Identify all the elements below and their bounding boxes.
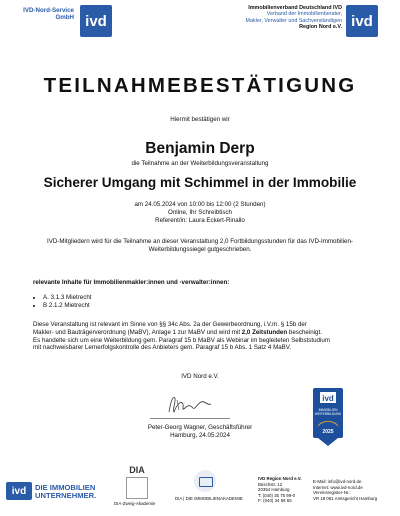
- legal-line2-hours: 2,0 Zeitstunden: [241, 328, 288, 336]
- footer-address: [258, 476, 302, 504]
- contact-line: VR 18 081 Amtsgericht Hamburg: [313, 495, 378, 501]
- signature-image: [165, 390, 215, 418]
- org-left-line2: GmbH: [55, 14, 74, 22]
- brand-line1: DIE IMMOBILIEN: [35, 483, 96, 492]
- legal-line2-pre: Makler- und Bauträgerverordnung (MaBV), Anlage 1 zur MaBV und wird mit: [33, 328, 242, 336]
- address-line: IVD Region Nord e.V.: [258, 476, 302, 481]
- speaker-line: Referent/in: Laura Eckert-Rinallo: [155, 217, 245, 224]
- org-right-line1: Immobilienverband Deutschland IVD: [248, 5, 342, 11]
- address-line: F: (040) 34 56 55: [258, 498, 292, 504]
- org-name: IVD Nord e.V.: [181, 373, 219, 380]
- participation-text: die Teilnahme an der Weiterbildungsveranstaltung: [131, 160, 269, 167]
- badge-year: 2025: [322, 429, 334, 435]
- course-title: Sicherer Umgang mit Schimmel in der Immobilie: [43, 175, 357, 190]
- confirm-text: Hiermit bestätigen wir: [170, 116, 230, 123]
- relevant-item: • A. 3.1.3 Mietrecht: [43, 294, 369, 302]
- org-right-line3: Makler, Verwalter und Sachverständigen: [245, 17, 342, 24]
- ivd-credit-line1: IVD-Mitgliedern wird für die Teilnahme an dieser Veranstaltung 2,0 Fortbildungsstunden für das IVD-Immobilien-: [47, 238, 353, 245]
- weiterbildung-seal-badge: [312, 388, 344, 448]
- dia-label: DIA: [129, 465, 145, 475]
- legal-line2: [33, 329, 369, 337]
- badge-line3: WEITERBILDUNG: [314, 412, 342, 416]
- dia2-caption: DIA | DIE IMMOBILIENAKADEMIE: [175, 496, 243, 501]
- relevant-heading: relevante Inhalte für Immobilienmakler:innen und -verwalter:innen:: [33, 279, 230, 286]
- date-line: am 24.05.2024 von 10:00 bis 12:00 (2 Stunden): [134, 201, 266, 208]
- relevant-list: [33, 294, 369, 310]
- legal-text: [33, 321, 369, 352]
- brand-line2: UNTERNEHMER.: [35, 491, 97, 501]
- legal-line4: mit nachweisbarer Lernerfolgskontrolle des Anbieters gem. Paragraf 15 b Abs. 1 Satz 4 MaBV.: [33, 344, 292, 352]
- contact-line: Vereinsregister-Nr.:: [313, 490, 351, 496]
- badge-line2: IMMOBILIEN: [318, 408, 338, 412]
- participant-name: Benjamin Derp: [145, 140, 255, 157]
- place-date: Hamburg, 24.05.2024: [170, 432, 230, 439]
- footer-brand-slogan: [35, 484, 96, 501]
- legal-line2-post: bescheinigt.: [287, 328, 322, 336]
- page-title: TEILNAHMEBESTÄTIGUNG: [43, 74, 357, 97]
- dia-logo-right: [175, 470, 243, 502]
- contact-line: Internet: www.ivd-nord.de: [313, 484, 363, 490]
- signature-line: [150, 418, 230, 419]
- address-line: Büschstr. 12: [258, 481, 283, 487]
- dia-caption: DIA-Zweig-Akademie: [114, 501, 156, 506]
- org-left-line1: IVD-Nord-Service: [23, 7, 74, 14]
- footer-ivd-logo: [6, 482, 32, 500]
- org-right-line2: Verband der Immobilienberater,: [266, 11, 342, 18]
- ivd-credit-line2: Weiterbildungssiegel gutgeschrieben.: [148, 246, 252, 253]
- ivd-logo-left: [80, 5, 112, 37]
- address-line: 20354 Hamburg: [258, 487, 290, 493]
- location-line: Online, Ihr Schreibtisch: [168, 209, 232, 216]
- dia-seal-icon: [126, 477, 148, 499]
- header-right-org: [172, 5, 342, 31]
- relevant-item: • B 2.1.2 Mietrecht: [43, 302, 369, 310]
- org-right-line4: Region Nord e.V.: [299, 24, 342, 31]
- book-icon: [194, 470, 216, 492]
- address-line: T: (040) 35 75 99-0: [258, 492, 296, 498]
- logo-text: ivd: [11, 485, 27, 497]
- header-left-org: [8, 7, 74, 21]
- dia-logo-left: [114, 465, 156, 507]
- legal-line3: Es handelte sich um eine Weiterbildung gem. Paragraf 15 b MaBV als Webinar im begleiteten Selbststudium: [33, 336, 330, 344]
- signer-name: Peter-Georg Wagner, Geschäftsführer: [147, 424, 253, 431]
- logo-text: ivd: [351, 12, 373, 30]
- ivd-logo-right: [346, 5, 378, 37]
- contact-line: E-Mail: info@ivd-nord.de: [313, 479, 362, 484]
- badge-logo-text: ivd: [322, 394, 334, 403]
- footer-contact: [313, 479, 377, 501]
- legal-line1: Diese Veranstaltung ist relevant im Sinne von §§ 34c Abs. 2a der Gewerbeordnung, i.V.m. § 15b der: [33, 321, 307, 328]
- logo-text: ivd: [85, 12, 107, 30]
